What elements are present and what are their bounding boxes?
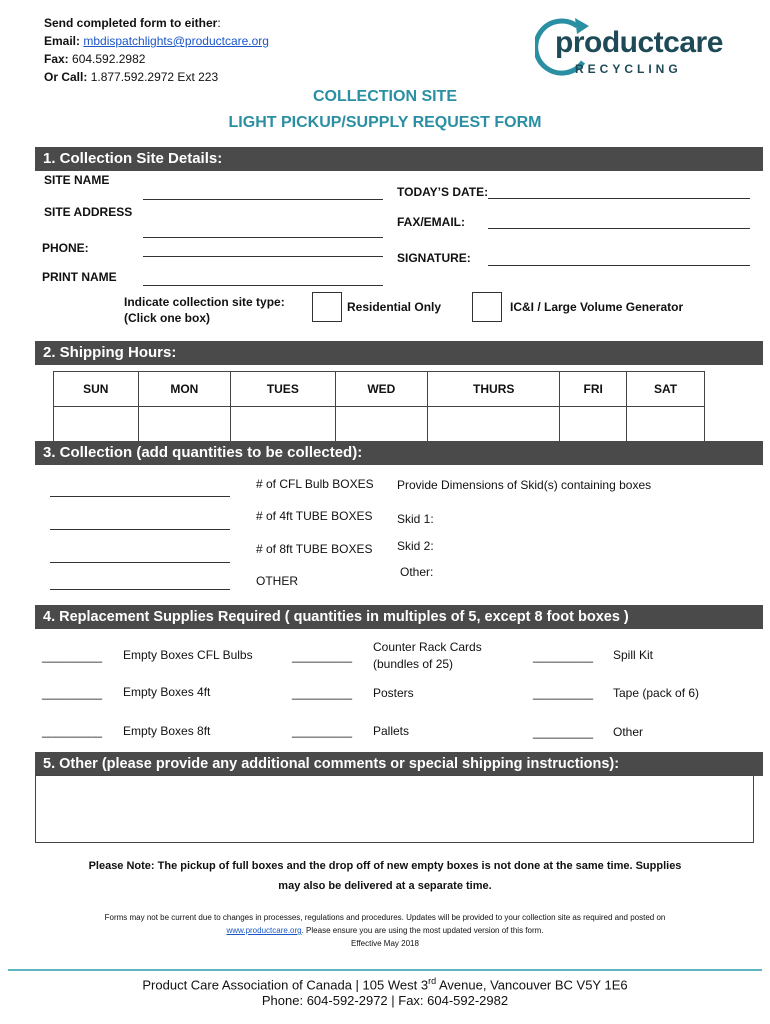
hours-cell-tues[interactable] — [231, 407, 335, 444]
empty-cfl-label: Empty Boxes CFL Bulbs — [123, 648, 253, 662]
day-sun: SUN — [54, 372, 139, 407]
footer-rule — [8, 969, 762, 971]
skid-2-label: Skid 2: — [397, 539, 434, 553]
productcare-link[interactable]: www.productcare.org — [226, 926, 302, 935]
rack-cards-label — [373, 639, 482, 673]
site-name-label: SITE NAME — [44, 173, 110, 187]
pallets-blank[interactable]: _________ — [292, 724, 353, 738]
logo-word: productcare — [555, 26, 723, 59]
other-collection-label: OTHER — [256, 574, 298, 588]
posters-label: Posters — [373, 686, 414, 700]
fax-email-field[interactable] — [488, 228, 750, 229]
spill-kit-label: Spill Kit — [613, 648, 654, 662]
hours-cell-sat[interactable] — [627, 407, 705, 444]
empty-4ft-blank[interactable]: _________ — [42, 686, 103, 700]
site-type-prompt-1: Indicate collection site type: — [124, 295, 285, 309]
rack-cards-blank[interactable]: _________ — [292, 649, 353, 663]
hours-cell-mon[interactable] — [138, 407, 231, 444]
title-line-1: COLLECTION SITE — [313, 88, 457, 105]
send-line: Send completed form to either — [44, 16, 218, 30]
disclaimer — [40, 911, 730, 950]
day-tues: TUES — [231, 372, 335, 407]
day-mon: MON — [138, 372, 231, 407]
tube-4ft-label: # of 4ft TUBE BOXES — [256, 509, 373, 523]
cfl-boxes-field[interactable] — [50, 496, 230, 497]
pallets-label: Pallets — [373, 724, 410, 738]
fax-email-label: FAX/EMAIL: — [397, 215, 465, 229]
fax-label: Fax: — [44, 52, 69, 66]
skid-dims-prompt: Provide Dimensions of Skid(s) containing boxes — [397, 478, 652, 492]
fax-value: 604.592.2982 — [72, 52, 146, 66]
email-link[interactable]: mbdispatchlights@productcare.org — [83, 34, 269, 48]
disclaimer-line-3: Effective May 2018 — [351, 939, 419, 948]
empty-8ft-blank[interactable]: _________ — [42, 724, 103, 738]
empty-8ft-label: Empty Boxes 8ft — [123, 724, 211, 738]
tube-4ft-field[interactable] — [50, 529, 230, 530]
title-line-2: LIGHT PICKUP/SUPPLY REQUEST FORM — [228, 114, 542, 131]
site-type-prompt — [124, 294, 285, 326]
note-line-2: may also be delivered at a separate time. — [278, 880, 492, 892]
todays-date-label: TODAY’S DATE: — [397, 185, 489, 199]
site-type-prompt-2: (Click one box) — [124, 311, 211, 325]
empty-4ft-label: Empty Boxes 4ft — [123, 685, 211, 699]
empty-cfl-blank[interactable]: _________ — [42, 649, 103, 663]
hours-cell-thurs[interactable] — [428, 407, 560, 444]
skid-other-label: Other: — [400, 565, 434, 579]
posters-blank[interactable]: _________ — [292, 686, 353, 700]
site-address-label: SITE ADDRESS — [44, 205, 133, 219]
tape-blank[interactable]: _________ — [533, 686, 594, 700]
logo-sub: RECYCLING — [575, 62, 682, 76]
cfl-boxes-label: # of CFL Bulb BOXES — [256, 477, 374, 491]
please-note — [40, 856, 730, 896]
day-thurs: THURS — [428, 372, 560, 407]
email-label: Email: — [44, 34, 81, 48]
spill-kit-blank[interactable]: _________ — [533, 649, 594, 663]
section-3-heading: 3. Collection (add quantities to be collected): — [35, 441, 763, 465]
signature-label: SIGNATURE: — [397, 251, 471, 265]
ici-label: IC&I / Large Volume Generator — [510, 300, 684, 314]
phone-field[interactable] — [143, 256, 383, 257]
hours-cell-fri[interactable] — [560, 407, 627, 444]
disclaimer-line-2: . Please ensure you are using the most updated version of this form. — [301, 926, 544, 935]
supply-other-blank[interactable]: _________ — [533, 725, 594, 739]
call-value: 1.877.592.2972 Ext 223 — [90, 70, 219, 84]
footer-address-a: Product Care Association of Canada | 105 West 3 — [142, 977, 429, 993]
shipping-hours-table — [53, 371, 705, 444]
footer-phone: Phone: 604-592-2972 | Fax: 604-592-2982 — [261, 993, 509, 1008]
section-1-heading: 1. Collection Site Details: — [35, 147, 763, 171]
site-name-field[interactable] — [143, 199, 383, 200]
productcare-logo — [535, 16, 735, 80]
section-4-heading: 4. Replacement Supplies Required ( quantities in multiples of 5, except 8 foot boxes ) — [35, 605, 763, 629]
footer-address-b: Avenue, Vancouver BC V5Y 1E6 — [436, 977, 628, 993]
tape-label: Tape (pack of 6) — [613, 686, 700, 700]
day-wed: WED — [335, 372, 428, 407]
hours-header-row — [54, 372, 705, 407]
note-line-1: Please Note: The pickup of full boxes and the drop off of new empty boxes is not done at the same time. Supplies — [88, 860, 682, 872]
footer-address-sup: rd — [428, 976, 437, 986]
section-2-heading: 2. Shipping Hours: — [35, 341, 763, 365]
skid-1-label: Skid 1: — [397, 512, 434, 526]
hours-cell-sun[interactable] — [54, 407, 139, 444]
site-address-field[interactable] — [143, 237, 383, 238]
hours-entry-row — [54, 407, 705, 444]
residential-checkbox[interactable] — [312, 292, 342, 322]
day-fri: FRI — [560, 372, 627, 407]
tube-8ft-label: # of 8ft TUBE BOXES — [256, 542, 373, 556]
section-5-heading: 5. Other (please provide any additional comments or special shipping instructions): — [35, 752, 763, 776]
contact-block — [44, 14, 269, 86]
signature-field[interactable] — [488, 265, 750, 266]
tube-8ft-field[interactable] — [50, 562, 230, 563]
hours-cell-wed[interactable] — [335, 407, 428, 444]
rack-cards-line-2: (bundles of 25) — [373, 657, 454, 671]
rack-cards-line-1: Counter Rack Cards — [373, 640, 482, 654]
supply-other-label: Other — [613, 725, 644, 739]
disclaimer-line-1: Forms may not be current due to changes in processes, regulations and procedures. Updates will be provided to your collection site as required and posted on — [104, 913, 666, 922]
call-label: Or Call: — [44, 70, 88, 84]
print-name-field[interactable] — [143, 285, 383, 286]
todays-date-field[interactable] — [488, 198, 750, 199]
ici-checkbox[interactable] — [472, 292, 502, 322]
residential-label: Residential Only — [347, 300, 442, 314]
print-name-label: PRINT NAME — [42, 270, 117, 284]
send-colon: : — [217, 16, 221, 30]
comments-textarea[interactable] — [35, 775, 754, 843]
day-sat: SAT — [627, 372, 705, 407]
other-collection-field[interactable] — [50, 589, 230, 590]
phone-label: PHONE: — [42, 241, 89, 255]
